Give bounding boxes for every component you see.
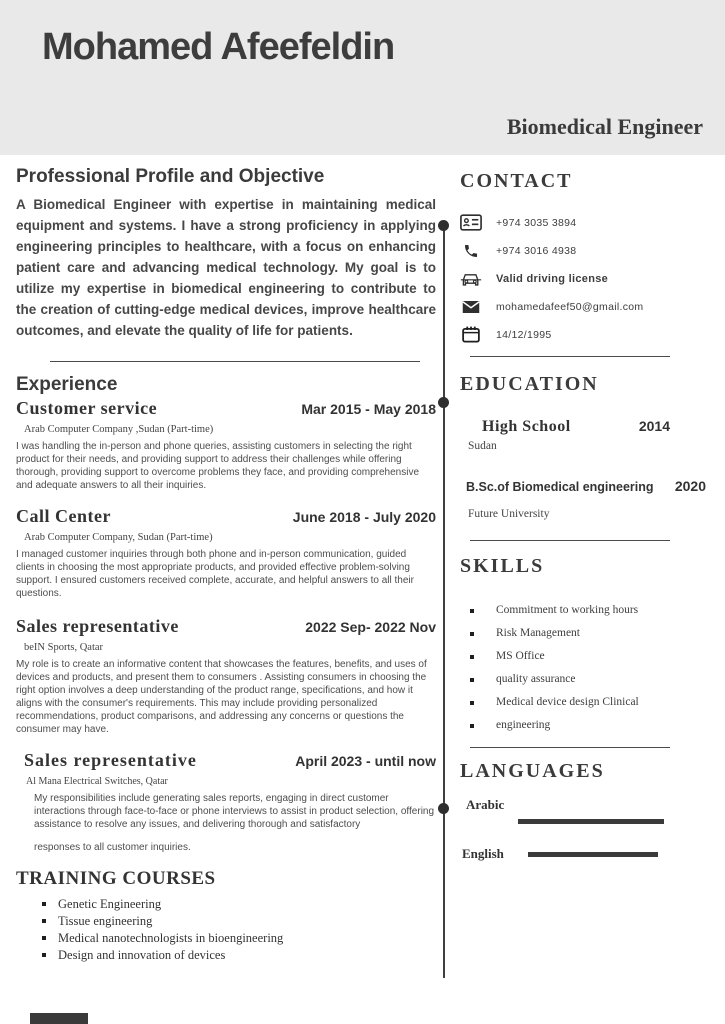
graduation-year: 2020 [674,478,706,494]
school-name: Future University [468,508,550,520]
skill-item: engineering [470,719,712,731]
contact-row [460,269,712,288]
graduation-year: 2014 [638,418,670,434]
left-column [16,166,436,964]
contact-row [460,241,712,260]
job-date: April 2023 - until now [295,753,436,769]
training-item: Tissue engineering [42,913,436,930]
job-company: Arab Computer Company, Sudan (Part-time) [24,532,213,543]
degree-name: High School [482,418,571,435]
job-title-text: Sales representative [16,616,179,636]
contact-heading: CONTACT [460,170,573,192]
id-card-icon [460,213,482,232]
right-column [460,170,712,862]
job-title-text: Call Center [16,506,111,526]
experience-heading: Experience [16,374,118,395]
job-title-text: Customer service [16,398,158,418]
experience-entry [16,506,436,600]
job-description: My role is to create an informative content that showcases the features, benefits, and uses of devices and products, and present them to consumers . Assisting consumers in choosing the right option involves a deep understanding of the product range, specifications, and how it aligns with the consumer's requirements. This may include providing personalized recommendations, product comparisons, and addressing any concerns or questions the consumer may have. [16,659,427,735]
section-separator [50,361,420,362]
contact-list [460,213,712,344]
calendar-icon [460,325,482,344]
job-description: I was handling the in-person and phone queries, assisting customers in selecting the right product for their needs, and providing support to address their challenges while offering thorough, providing support to overcome problems they face, and providing comprehensive and adequate answers to all their inquiries. [16,441,420,491]
language-level-bar [518,819,664,824]
contact-value: +974 3016 4938 [496,244,577,257]
profile-text: A Biomedical Engineer with expertise in maintaining medical equipment and systems. I have a strong proficiency in applying engineering principles to healthcare, with a focus on enhancing patient care and advancing medical technology. My goal is to utilize my expertise in biomedical engineering to contribute to the creation of cutting-edge medical devices, improve healthcare outcomes, and elevate the quality of life for patients. [16,197,436,338]
job-company: Al Mana Electrical Switches, Qatar [26,776,168,787]
skill-item: quality assurance [470,673,712,685]
job-date: Mar 2015 - May 2018 [301,401,436,417]
skill-item: Medical device design Clinical [470,696,712,708]
experience-entry [16,750,436,854]
training-item: Design and innovation of devices [42,947,436,964]
degree-name: B.Sc.of Biomedical engineering [466,480,654,494]
training-list [42,896,436,964]
school-name: Sudan [468,440,497,452]
contact-value: 14/12/1995 [496,328,552,341]
timeline-dot [438,397,449,408]
section-separator [470,356,670,357]
contact-row [460,325,712,344]
skill-item: MS Office [470,650,712,662]
training-heading: TRAINING COURSES [16,868,216,889]
job-title-text: Sales representative [24,750,197,770]
language-level-bar [528,852,658,857]
bottom-accent-bar [30,1013,88,1024]
section-separator [470,540,670,541]
profile-heading: Professional Profile and Objective [16,166,325,187]
language-name: English [462,846,504,861]
person-job-title: Biomedical Engineer [506,114,703,139]
phone-icon [460,241,482,260]
experience-entry [16,616,436,736]
contact-value: +974 3035 3894 [496,216,577,229]
skills-list [470,604,712,731]
job-date: June 2018 - July 2020 [292,509,436,525]
job-company: Arab Computer Company ,Sudan (Part-time) [24,424,214,435]
language-item [460,797,712,824]
job-description: My responsibilities include generating sales reports, engaging in direct customer interactions through face-to-face or phone interviews to assist in product selection, offering assistance to resolve any issues, and delivering thorough and satisfactory [34,793,435,830]
experience-entry [16,398,436,492]
education-entry [460,418,712,452]
language-item [460,846,712,862]
envelope-icon [460,297,482,316]
car-icon [460,269,482,288]
section-separator [470,747,670,748]
language-name: Arabic [466,797,505,812]
education-heading: EDUCATION [460,373,599,395]
languages-heading: LANGUAGES [460,760,605,782]
job-description: I managed customer inquiries through both phone and in-person communication, guided clients in choosing the most appropriate products, and provided effective problem-solving support. I ensured customers received complete, accurate, and helpful answers to all their questions. [16,549,414,599]
skills-heading: SKILLS [460,555,545,577]
job-description: responses to all customer inquiries. [34,842,191,853]
skill-item: Risk Management [470,627,712,639]
contact-value: mohamedafeef50@gmail.com [496,300,644,313]
training-item: Genetic Engineering [42,896,436,913]
contact-row [460,297,712,316]
header [0,0,725,155]
timeline-dot [438,803,449,814]
contact-row [460,213,712,232]
contact-value: Valid driving license [496,272,609,285]
training-item: Medical nanotechnologists in bioengineering [42,930,436,947]
job-company: beIN Sports, Qatar [24,642,104,653]
timeline-divider [443,222,445,978]
education-entry [460,478,712,520]
person-name: Mohamed Afeefeldin [42,26,395,68]
skill-item: Commitment to working hours [470,604,712,616]
job-date: 2022 Sep- 2022 Nov [305,619,436,635]
timeline-dot [438,220,449,231]
